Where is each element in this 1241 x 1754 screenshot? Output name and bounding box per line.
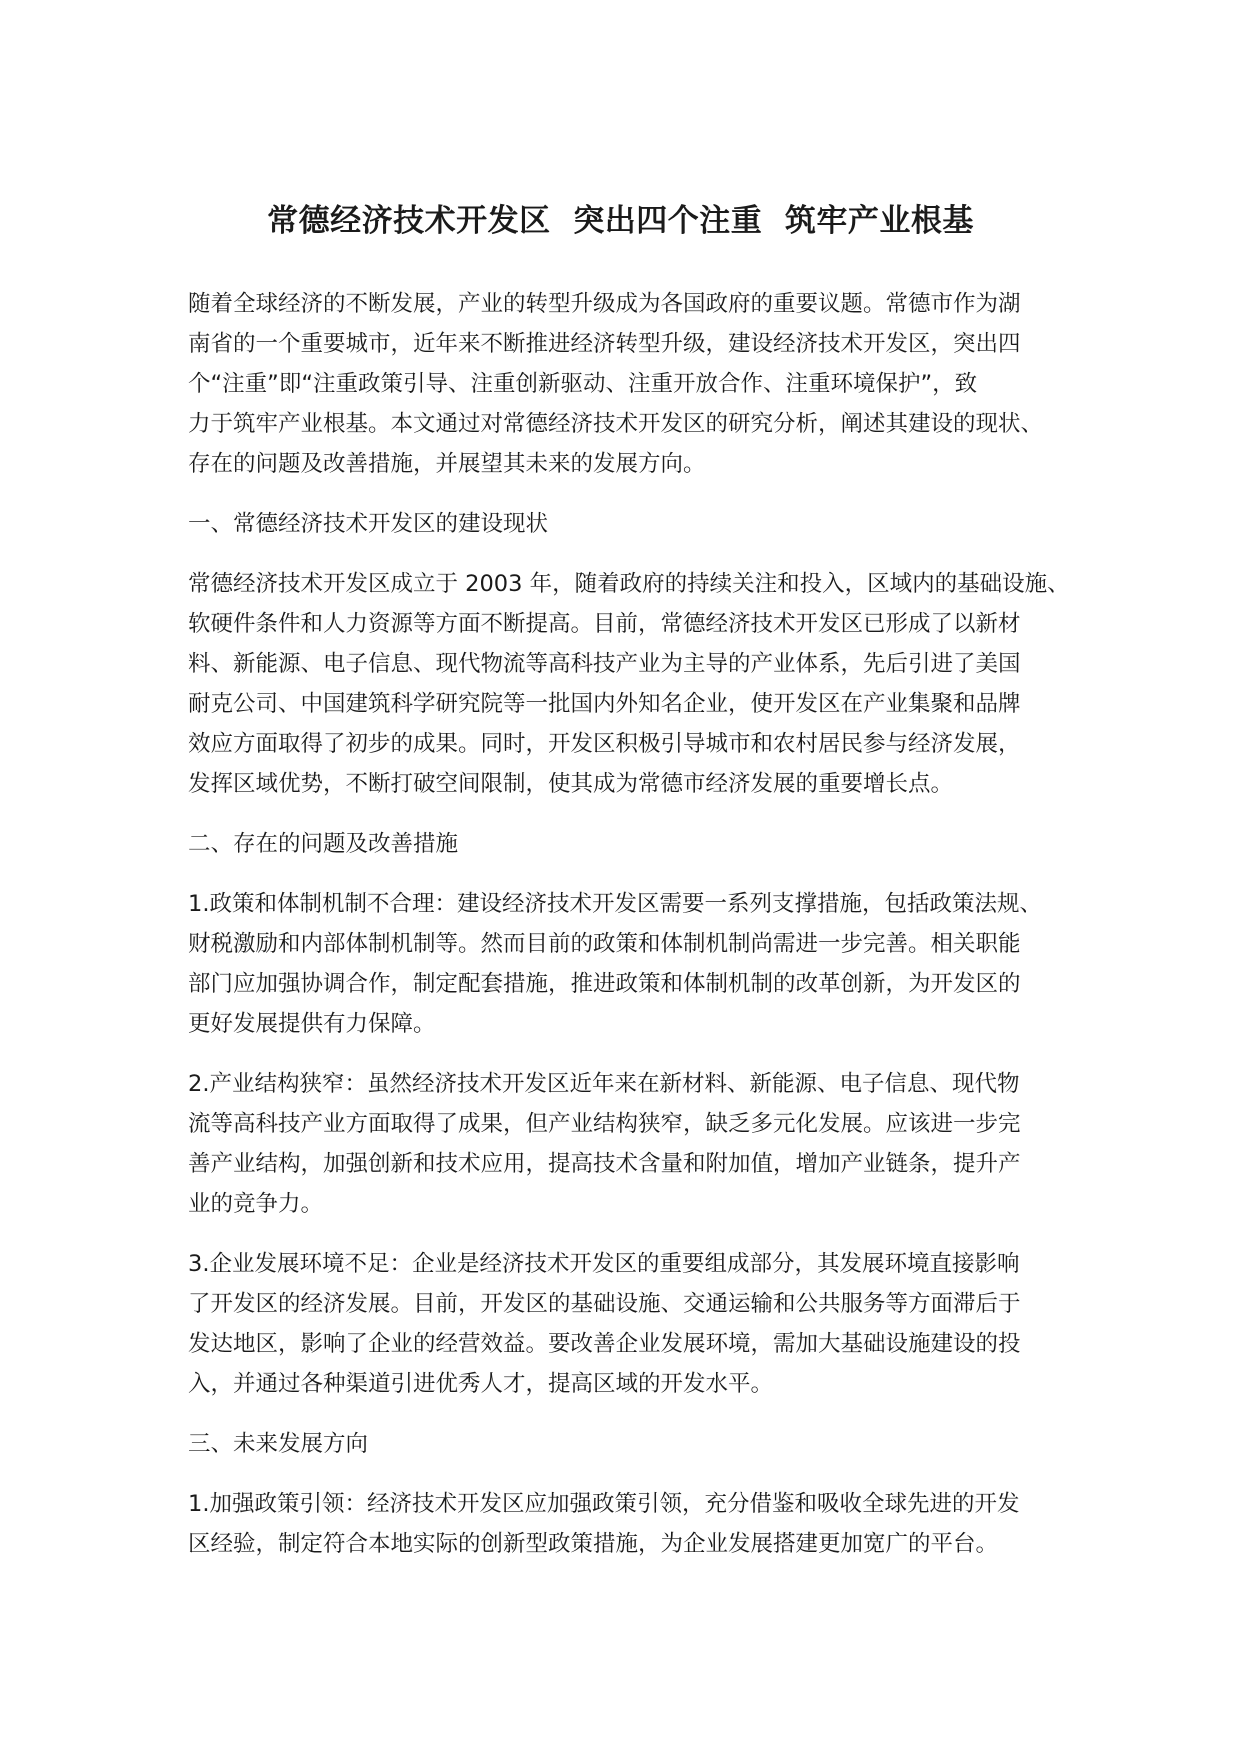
problem-paragraph-2: [188, 1064, 1068, 1224]
text-line: 力于筑牢产业根基。本文通过对常德经济技术开发区的研究分析，阐述其建设的现状、: [188, 411, 1044, 437]
text-line: 善产业结构，加强创新和技术应用，提高技术含量和附加值，增加产业链条，提升产: [188, 1151, 1021, 1177]
text-line: 常德经济技术开发区成立于 2003 年，随着政府的持续关注和投入，区域内的基础设施、: [188, 571, 1070, 597]
text-line: 料、新能源、电子信息、现代物流等高科技产业为主导的产业体系，先后引进了美国: [188, 651, 1021, 677]
current-status-paragraph: [188, 564, 1068, 804]
text-line: 流等高科技产业方面取得了成果，但产业结构狭窄，缺乏多元化发展。应该进一步完: [188, 1111, 1021, 1137]
text-line: 更好发展提供有力保障。: [188, 1011, 436, 1037]
text-line: 入，并通过各种渠道引进优秀人才，提高区域的开发水平。: [188, 1371, 774, 1397]
text-line: 发挥区域优势，不断打破空间限制，使其成为常德市经济发展的重要增长点。: [188, 771, 954, 797]
text-line: 3.企业发展环境不足：企业是经济技术开发区的重要组成部分，其发展环境直接影响: [188, 1251, 1020, 1277]
text-line: 耐克公司、中国建筑科学研究院等一批国内外知名企业，使开发区在产业集聚和品牌: [188, 691, 1021, 717]
text-line: 软硬件条件和人力资源等方面不断提高。目前，常德经济技术开发区已形成了以新材: [188, 611, 1021, 637]
text-line: 效应方面取得了初步的成果。同时，开发区积极引导城市和农村居民参与经济发展，: [188, 731, 1021, 757]
text-line: 2.产业结构狭窄：虽然经济技术开发区近年来在新材料、新能源、电子信息、现代物: [188, 1071, 1020, 1097]
text-line: 存在的问题及改善措施，并展望其未来的发展方向。: [188, 451, 706, 477]
document-body: [188, 284, 1068, 1584]
text-line: 1.政策和体制机制不合理：建设经济技术开发区需要一系列支撑措施，包括政策法规、: [188, 891, 1042, 917]
text-line: 南省的一个重要城市，近年来不断推进经济转型升级，建设经济技术开发区，突出四: [188, 331, 1021, 357]
text-line: 发达地区，影响了企业的经营效益。要改善企业发展环境，需加大基础设施建设的投: [188, 1331, 1021, 1357]
section-heading-problems: 二、存在的问题及改善措施: [188, 831, 459, 857]
text-line: 区经验，制定符合本地实际的创新型政策措施，为企业发展搭建更加宽广的平台。: [188, 1531, 999, 1557]
section-heading-future-direction: 三、未来发展方向: [188, 1431, 369, 1457]
text-line: 财税激励和内部体制机制等。然而目前的政策和体制机制尚需进一步完善。相关职能: [188, 931, 1021, 957]
section-heading-current-status: 一、常德经济技术开发区的建设现状: [188, 511, 549, 537]
text-line: 部门应加强协调合作，制定配套措施，推进政策和体制机制的改革创新，为开发区的: [188, 971, 1021, 997]
document-title: 常德经济技术开发区 突出四个注重 筑牢产业根基: [267, 202, 974, 239]
problem-paragraph-3: [188, 1244, 1068, 1404]
text-line: 1.加强政策引领：经济技术开发区应加强政策引领，充分借鉴和吸收全球先进的开发: [188, 1491, 1020, 1517]
text-line: 随着全球经济的不断发展，产业的转型升级成为各国政府的重要议题。常德市作为湖: [188, 291, 1021, 317]
future-direction-paragraph-1: [188, 1484, 1068, 1564]
text-line: 业的竞争力。: [188, 1191, 324, 1217]
intro-paragraph: [188, 284, 1068, 484]
problem-paragraph-1: [188, 884, 1068, 1044]
text-line: 个“注重”即“注重政策引导、注重创新驱动、注重开放合作、注重环境保护”，致: [188, 371, 978, 397]
text-line: 了开发区的经济发展。目前，开发区的基础设施、交通运输和公共服务等方面滞后于: [188, 1291, 1021, 1317]
